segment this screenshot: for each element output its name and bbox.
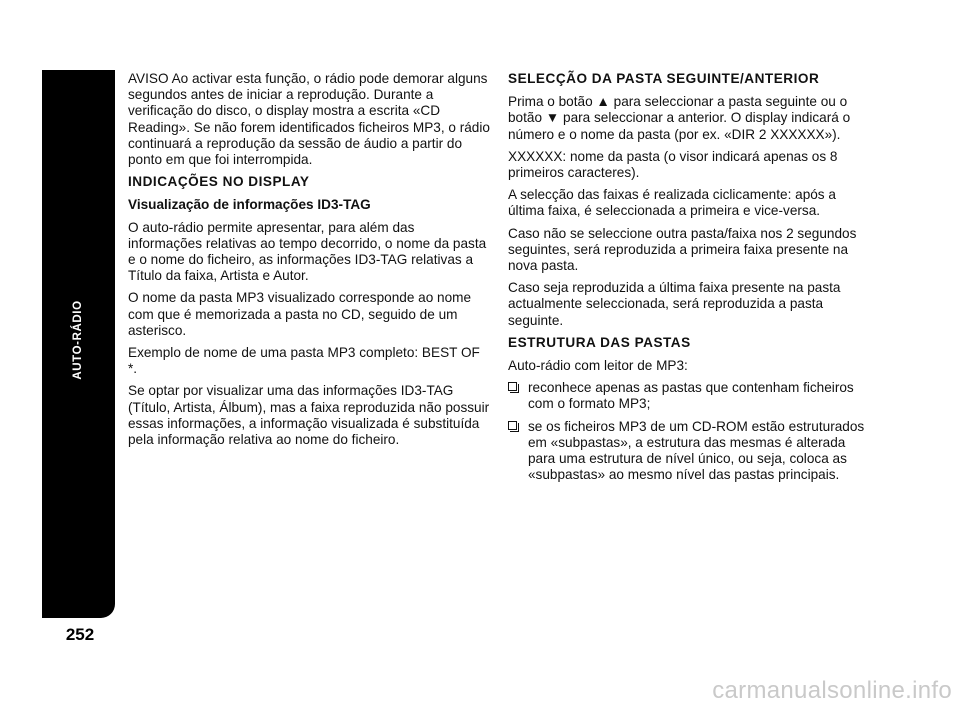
paragraph: O auto-rádio permite apresentar, para além das informações relativas ao tempo decorrido, o nome da pasta e o nome do ficheiro, as informações ID3-TAG relativas a Título da faixa, Artista e Autor. — [128, 219, 487, 284]
subheading-id3-tag: Visualização de informações ID3-TAG — [128, 197, 371, 213]
bullet-item — [508, 419, 870, 484]
paragraph: Prima o botão ▲ para seleccionar a pasta seguinte ou o botão ▼ para seleccionar a anterior. O display indicará o número e o nome da pasta (por ex. «DIR 2 XXXXXX»). — [508, 94, 851, 142]
section-heading-folder-selection: SELECÇÃO DA PASTA SEGUINTE/ANTERIOR — [508, 71, 820, 86]
paragraph: Caso seja reproduzida a última faixa presente na pasta actualmente seleccionada, será reproduzida a pasta seguinte. — [508, 280, 841, 328]
section-heading-display: INDICAÇÕES NO DISPLAY — [128, 174, 310, 190]
section-heading-folder-structure: ESTRUTURA DAS PASTAS — [508, 334, 691, 350]
paragraph: Auto-rádio com leitor de MP3: — [508, 358, 688, 374]
checkbox-bullet-icon — [508, 421, 517, 430]
paragraph: Exemplo de nome de uma pasta MP3 completo: BEST OF *. — [128, 345, 480, 377]
section-label: AUTO-RÁDIO — [72, 300, 84, 380]
bullet-text: reconhece apenas as pastas que contenham ficheiros com o formato MP3; — [528, 380, 854, 412]
paragraph: A selecção das faixas é realizada ciclicamente: após a última faixa, é seleccionada a primeira e vice-versa. — [508, 187, 836, 219]
page-number: 252 — [65, 625, 95, 644]
bullet-text: se os ficheiros MP3 de um CD-ROM estão estruturados em «subpastas», a estrutura das mesmas é alterada para uma estrutura de nível único, ou seja, coloca as «subpastas» ao mesmo nível das pastas principais. — [528, 418, 865, 483]
left-column — [128, 71, 490, 454]
checkbox-bullet-icon — [508, 382, 517, 391]
watermark: carmanualsonline.info — [712, 677, 952, 704]
bullet-item — [508, 380, 870, 412]
right-column — [508, 71, 870, 489]
paragraph: Caso não se seleccione outra pasta/faixa nos 2 segundos seguintes, será reproduzida a primeira faixa presente na nova pasta. — [508, 225, 857, 274]
paragraph: Se optar por visualizar uma das informações ID3-TAG (Título, Artista, Álbum), mas a faixa reproduzida não possuir essas informações, a informação visualizada é substituída pela informação relativa ao nome do ficheiro. — [128, 383, 490, 448]
paragraph: O nome da pasta MP3 visualizado corresponde ao nome com que é memorizada a pasta no CD, seguido de um asterisco. — [128, 290, 472, 338]
paragraph: XXXXXX: nome da pasta (o visor indicará apenas os 8 primeiros caracteres). — [508, 148, 838, 181]
aviso-paragraph: AVISO Ao activar esta função, o rádio pode demorar alguns segundos antes de iniciar a reprodução. Durante a verificação do disco, o display mostra a escrita «CD Reading». Se não forem identificados ficheiros MP3, o rádio continuará a reprodução da sessão de áudio a partir do ponto em que foi interrompida. — [128, 71, 490, 168]
